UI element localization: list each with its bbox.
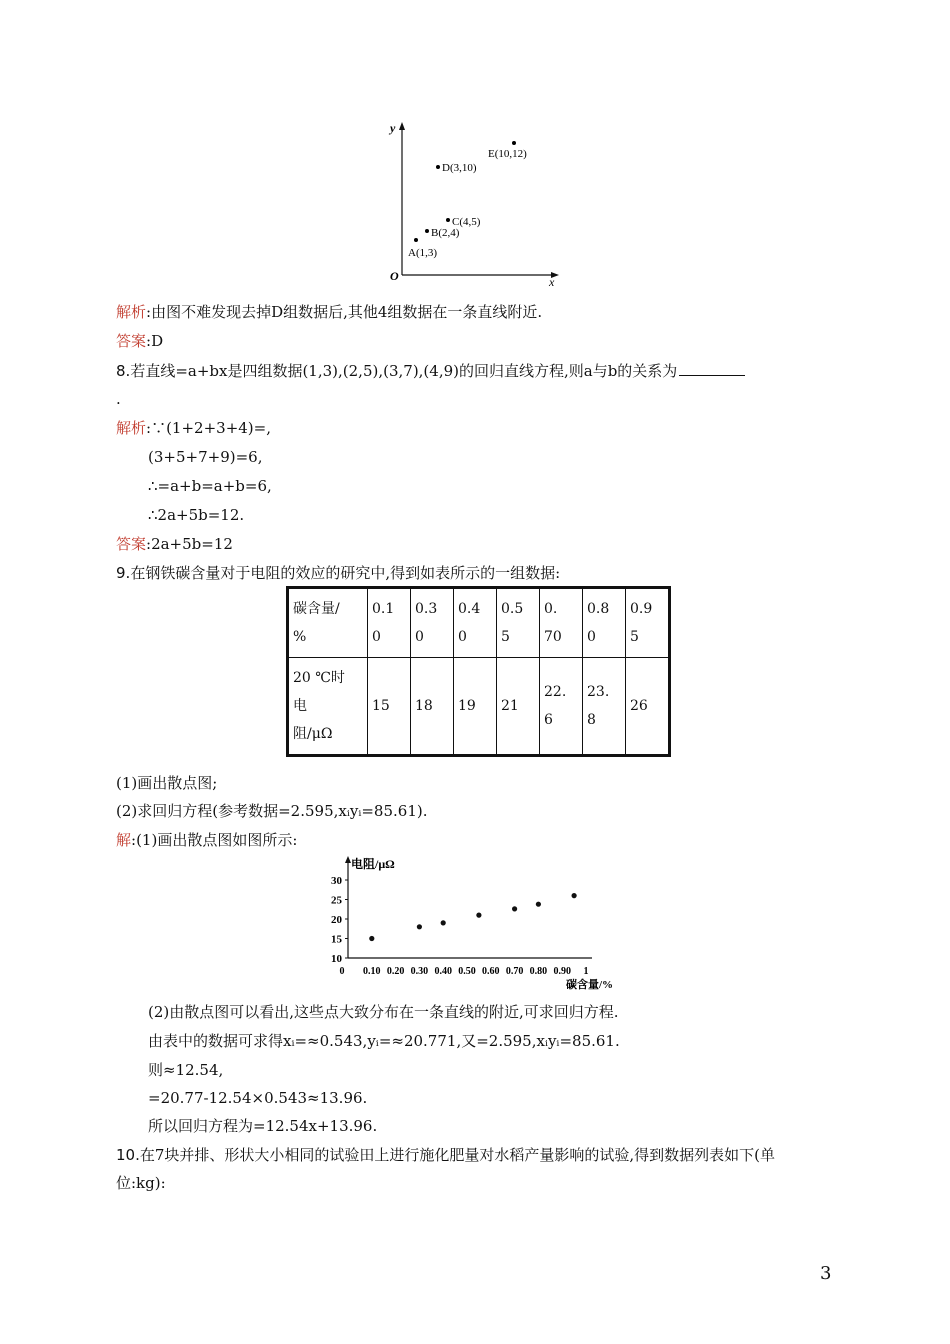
- answer-blank: [679, 361, 745, 376]
- y-axis-label: y: [390, 121, 396, 135]
- x-tick-label: 0: [339, 966, 345, 977]
- cell-text: 8: [587, 712, 596, 728]
- q9-solution: [116, 830, 297, 850]
- cell-text: 5: [630, 629, 639, 645]
- cell-text: 0: [415, 629, 424, 645]
- q9-solution-line-3: 则≈12.54,: [148, 1061, 224, 1079]
- x-tick-label: 0.20: [386, 966, 405, 977]
- table-cell: [368, 658, 411, 756]
- x-tick-label: 0.70: [505, 966, 524, 977]
- table-cell: [540, 588, 583, 658]
- q8-stem-end: .: [116, 390, 121, 408]
- data-point: [369, 936, 374, 941]
- cell-text: 0: [587, 629, 596, 645]
- q10-stem-line-2: 位:kg):: [116, 1174, 166, 1192]
- q10-stem: [116, 1145, 775, 1165]
- q8-step-3: ∴=a+b=a+b=6,: [148, 477, 272, 495]
- cell-text: 20 ℃时: [293, 670, 345, 686]
- q9-solution-1: :(1)画出散点图如图所示:: [131, 831, 298, 849]
- x-tick-label: 0.30: [410, 966, 429, 977]
- cell-text: 0.8: [587, 601, 610, 617]
- q9-solution-line-5: 所以回归方程为=12.54x+13.96.: [148, 1117, 378, 1135]
- x-tick-label: 0.50: [458, 966, 476, 977]
- q8-answer-text: :2a+5b=12: [146, 535, 233, 553]
- q9-part-1: (1)画出散点图;: [116, 774, 218, 792]
- table-row: [288, 588, 670, 658]
- cell-text: 19: [458, 698, 476, 714]
- table-cell: [497, 658, 540, 756]
- q7-answer: [116, 331, 163, 351]
- cell-text: 0.: [544, 601, 558, 617]
- cell-text: 0.5: [501, 601, 524, 617]
- q9-stem: [116, 563, 560, 583]
- x-axis-label: 碳含量/%: [566, 979, 614, 991]
- cell-text: 22.: [544, 684, 567, 700]
- x-tick-label: 1: [583, 966, 589, 977]
- cell-text: 18: [415, 698, 433, 714]
- q9-part-2: (2)求回归方程(参考数据=2.595,xᵢyᵢ=85.61).: [116, 802, 428, 820]
- cell-text: 0.9: [630, 601, 653, 617]
- x-tick-label: 0.10: [363, 966, 381, 977]
- q8-number: 8.: [116, 362, 131, 380]
- point-a: [414, 238, 418, 242]
- data-point: [417, 924, 422, 929]
- answer-label: 答案: [116, 535, 147, 553]
- table-cell: [540, 658, 583, 756]
- q9-solution-line-1: (2)由散点图可以看出,这些点大致分布在一条直线的附近,可求回归方程.: [148, 1003, 619, 1021]
- q9-solution-line-4: =20.77-12.54×0.543≈13.96.: [148, 1089, 368, 1107]
- cell-text: 70: [544, 629, 562, 645]
- scatter-chart: [318, 852, 638, 994]
- cell-text: 0.3: [415, 601, 438, 617]
- table-cell: [411, 588, 454, 658]
- table-cell: [454, 658, 497, 756]
- q8-step-2: (3+5+7+9)=6,: [148, 448, 263, 466]
- table-cell: [626, 588, 670, 658]
- solution-label: 解: [116, 831, 132, 849]
- table-header-cell: [288, 588, 368, 658]
- q7-analysis-text: :由图不难发现去掉D组数据后,其他4组数据在一条直线附近.: [146, 303, 543, 321]
- x-axis-label: x: [549, 275, 555, 289]
- point-c: [446, 218, 450, 222]
- data-point: [512, 906, 517, 911]
- point-d-label: D(3,10): [442, 162, 477, 174]
- x-tick-label: 0.60: [482, 966, 500, 977]
- q10-stem-line-1: 在7块并排、形状大小相同的试验田上进行施化肥量对水稻产量影响的试验,得到数据列表如下(单: [139, 1146, 776, 1164]
- table-cell: [368, 588, 411, 658]
- y-tick-label: 10: [331, 953, 342, 965]
- y-tick-label: 15: [331, 933, 342, 946]
- q7-analysis: [116, 302, 542, 322]
- origin-label: O: [390, 269, 399, 283]
- table-cell: [583, 588, 626, 658]
- cell-text: 23.: [587, 684, 610, 700]
- cell-text: 15: [372, 698, 390, 714]
- analysis-label: 解析: [116, 303, 147, 321]
- y-axis-label: 电阻/μΩ: [351, 857, 395, 871]
- x-tick-label: 0.40: [434, 966, 452, 977]
- table-cell: [454, 588, 497, 658]
- y-tick-label: 30: [331, 875, 342, 887]
- q9-solution-line-2: 由表中的数据可求得xᵢ=≈0.543,yᵢ=≈20.771,又=2.595,xᵢyᵢ=85.61.: [148, 1032, 620, 1050]
- q7-answer-text: :D: [146, 332, 164, 350]
- x-tick-label: 0.90: [553, 966, 571, 977]
- point-c-label: C(4,5): [452, 216, 481, 228]
- answer-label: 答案: [116, 332, 147, 350]
- analysis-label: 解析: [116, 419, 147, 437]
- table-cell: [497, 588, 540, 658]
- q8-step-4: ∴2a+5b=12.: [148, 506, 245, 524]
- page-number: 3: [820, 1263, 832, 1284]
- cell-text: 5: [501, 629, 510, 645]
- cell-text: 0: [372, 629, 381, 645]
- q8-step-1: :∵(1+2+3+4)=,: [146, 419, 271, 437]
- cell-text: 26: [630, 698, 648, 714]
- y-tick-label: 25: [331, 894, 342, 907]
- data-point: [441, 920, 446, 925]
- data-table: [286, 586, 671, 757]
- point-a-label: A(1,3): [408, 247, 438, 259]
- table-cell: [626, 658, 670, 756]
- q8-stem: [116, 361, 745, 381]
- q9-stem-text: 在钢铁碳含量对于电阻的效应的研究中,得到如表所示的一组数据:: [130, 564, 561, 582]
- cell-text: 21: [501, 698, 519, 714]
- data-point: [536, 902, 541, 907]
- q8-analysis: [116, 418, 271, 438]
- q8-answer: [116, 534, 233, 554]
- point-e: [512, 141, 516, 145]
- data-point: [476, 913, 481, 918]
- q8-stem-text: 若直线=a+bx是四组数据(1,3),(2,5),(3,7),(4,9)的回归直线方程,则a与b的关系为: [130, 362, 678, 380]
- x-tick-label: 0.80: [529, 966, 548, 977]
- cell-text: 碳含量/: [293, 601, 340, 617]
- point-b-label: B(2,4): [431, 227, 460, 239]
- points-figure: [380, 118, 570, 290]
- table-cell: [411, 658, 454, 756]
- q9-number: 9.: [116, 564, 131, 582]
- cell-text: %: [293, 629, 307, 645]
- cell-text: 6: [544, 712, 553, 728]
- cell-text: 电: [293, 698, 307, 714]
- cell-text: 0.1: [372, 601, 395, 617]
- cell-text: 阻/μΩ: [293, 726, 333, 742]
- q10-number: 10.: [116, 1146, 140, 1164]
- table-cell: [583, 658, 626, 756]
- table-row: [288, 658, 670, 756]
- cell-text: 0.4: [458, 601, 481, 617]
- data-point: [572, 893, 577, 898]
- y-tick-label: 20: [331, 914, 342, 926]
- y-axis-arrow: [399, 122, 405, 130]
- point-e-label: E(10,12): [488, 148, 527, 160]
- cell-text: 0: [458, 629, 467, 645]
- point-b: [425, 229, 429, 233]
- table-header-cell: [288, 658, 368, 756]
- point-d: [436, 165, 440, 169]
